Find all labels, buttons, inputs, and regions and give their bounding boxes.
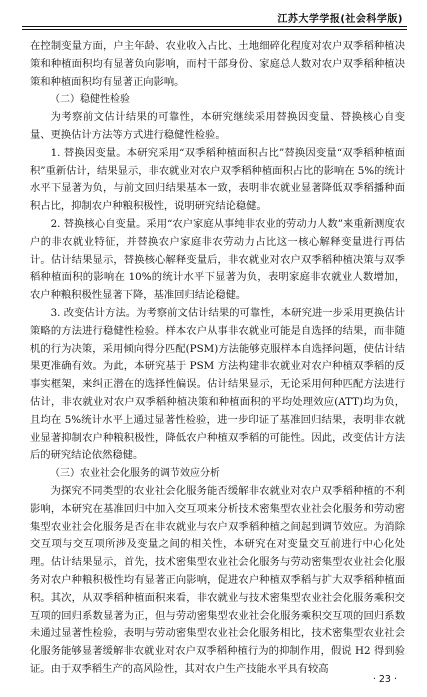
section-heading-moderation: （三）农业社会化服务的调节效应分析: [50, 468, 220, 480]
article-body: [30, 38, 405, 679]
paragraph-replace-core-variable: 2. 替换核心自变量。采用“农户家庭从事纯非农业的劳动力人数”来重新测度农户的非农就业特征，并替换农户家庭非农劳动力占比这一核心解释变量进行再估计。估计结果显示，替换核心解释变量后，非农就业对农户双季稻种植决策与双季稻种植面积的影响在 10%的统计水平下显著为负，表明家庭非农就业人数增加，农户种粮积极性显著下降，基准回归结论稳健。: [30, 217, 405, 302]
paragraph-replace-dependent: 1. 替换因变量。本研究采用“双季稻种植面积占比”替换因变量“双季稻种植面积”重新估计，结果显示，非农就业对农户双季稻种植面积占比的影响在 5%的统计水平下显著为负，与前文回归结果基本一致，表明非农就业显著降低双季稻播种面积占比，抑制农户种粮积极性，说明研究结论稳健。: [30, 146, 405, 213]
page-number: · 23 ·: [372, 674, 397, 685]
paragraph-moderation: 为探究不同类型的农业社会化服务能否缓解非农就业对农户双季稻种植的不利影响，本研究在基准回归中加入交互项来分析技术密集型农业社会化服务和劳动密集型农业社会化服务是否在非农就业与农户双季稻种植之间起到调节效应。为消除交互项与交互项所涉及变量之间的相关性，本研究在对变量交互前进行中心化处理。估计结果显示，首先，技术密集型农业社会化服务与劳动密集型农业社会化服务对农户种粮积极性均有显著正向影响，促进农户种植双季稻与扩大双季稻种植面积。其次，从双季稻种植面积来看，非农就业与技术密集型农业社会化服务乘积交互项的回归系数显著为正，但与劳动密集型农业社会化服务乘积交互项的回归系数未通过显著性检验，表明与劳动密集型农业社会化服务相比，技术密集型农业社会化服务能够显著缓解非农就业对农户双季稻种植行为的抑制作用，假说 H2 得到验证。由于双季稻生产的高风险性，其对农户生产技能水平具有较高: [30, 484, 405, 675]
header-rule-thick: [22, 26, 407, 27]
journal-header: 江苏大学学报(社会科学版): [277, 14, 403, 25]
paragraph-robustness-intro: 为考察前文估计结果的可靠性，本研究继续采用替换因变量、替换核心自变量、更换估计方法等方式进行稳健性检验。: [30, 111, 405, 141]
paragraph-change-method: 3. 改变估计方法。为考察前文估计结果的可靠性，本研究进一步采用更换估计策略的方法进行稳健性检验。样本农户从事非农就业可能是自选择的结果，而非随机的行为决策，采用倾向得分匹配(PSM)方法能够克服样本自选择问题，使估计结果更准确有效。为此，本研究基于 PSM 方法构建非农就业对农户种植双季稻的反事实框架，来纠正潜在的选择性偏误。估计结果显示，无论采用何种匹配方法进行估计，非农就业对农户双季稻种植决策和种植面积的平均处理效应(ATT)均为负，且均在 5%统计水平上通过显著性检验，进一步印证了基准回归结果，表明非农就业显著抑制农户种粮积极性，降低农户种植双季稻的可能性。因此，改变估计方法后的研究结论依然稳健。: [30, 306, 405, 462]
header-rule-thin: [22, 29, 407, 30]
paragraph-control-variables: 在控制变量方面，户主年龄、农业收入占比、土地细碎化程度对农户双季稻种植决策和种植面积均有显著负向影响，而村干部身份、家庭总人数对农户双季稻种植决策和种植面积均有显著正向影响。: [30, 40, 405, 88]
section-heading-robustness: （二）稳健性检验: [50, 94, 130, 106]
